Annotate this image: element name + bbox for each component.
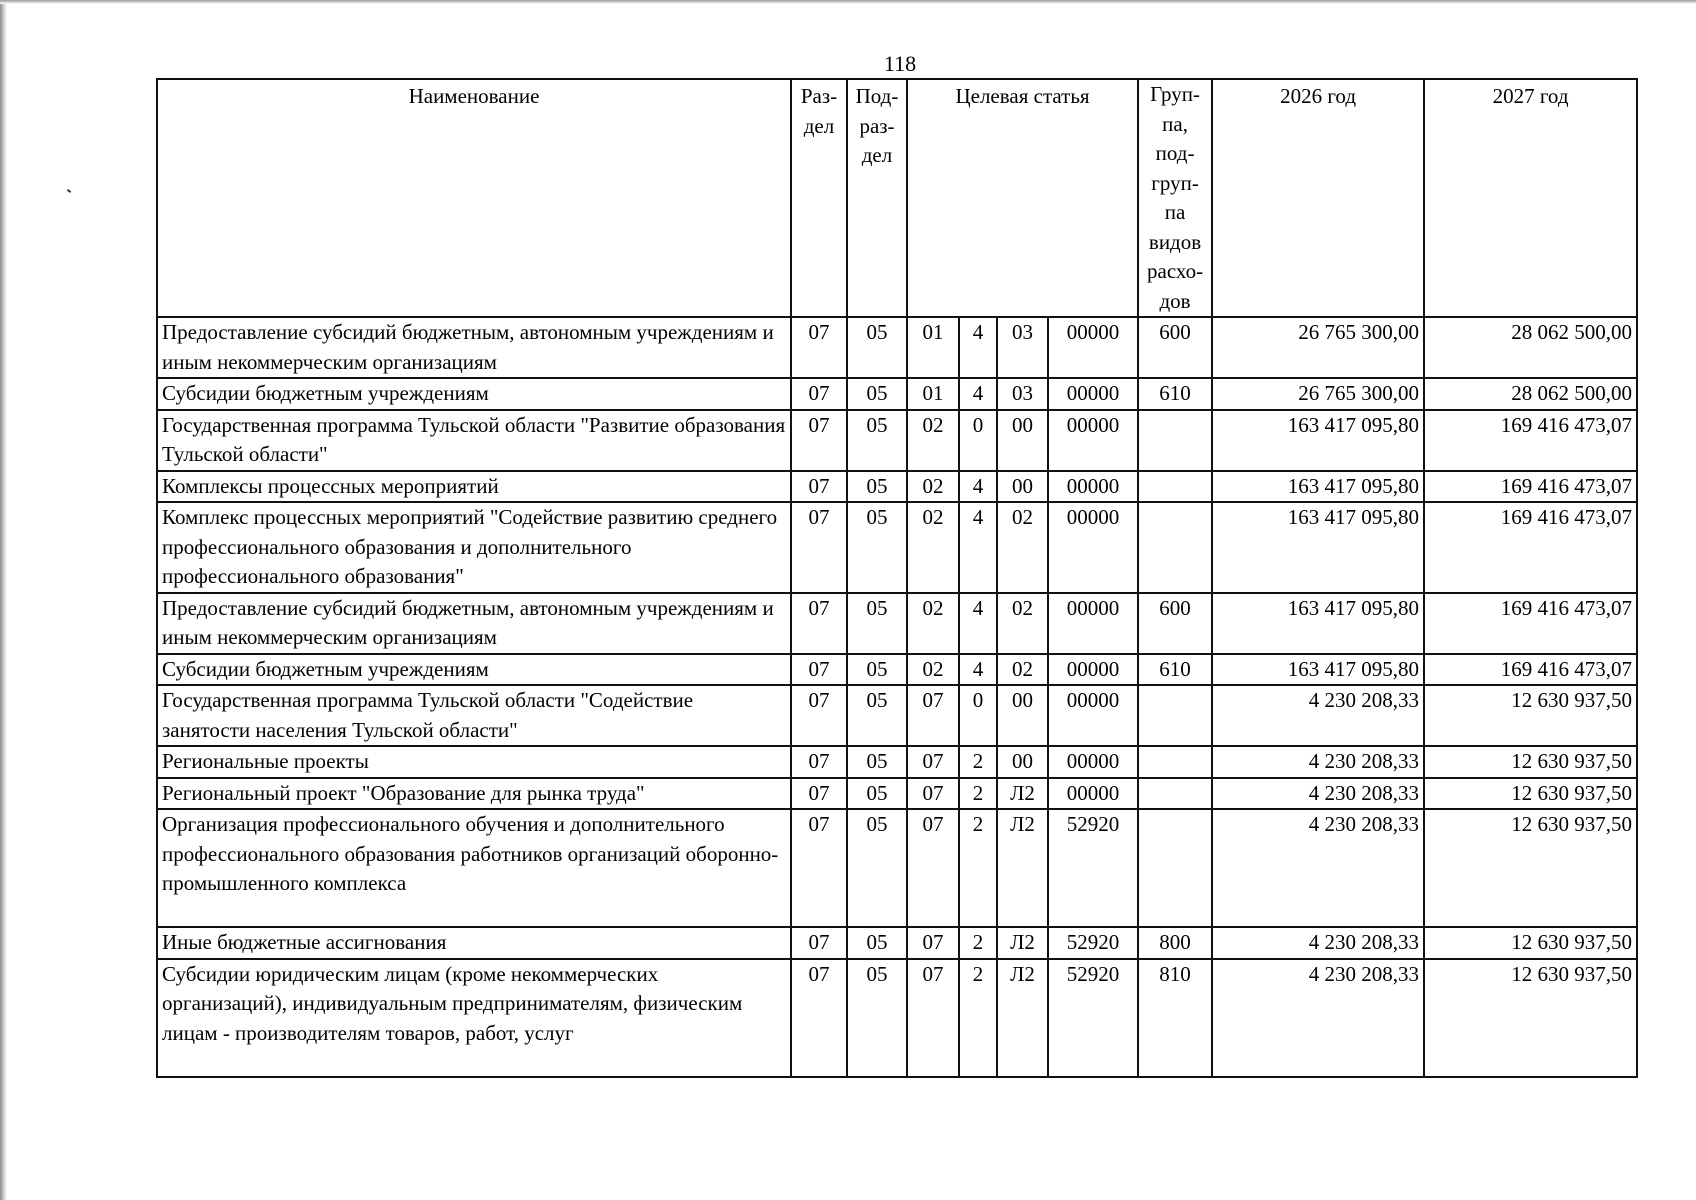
row-target-direction: 52920 bbox=[1048, 927, 1138, 959]
row-amount-2027: 169 416 473,07 bbox=[1424, 410, 1637, 471]
row-name: Субсидии юридическим лицам (кроме некоммерческих организаций), индивидуальным предпринимателям, физическим лицам - производителям товаров, работ, услуг bbox=[157, 959, 791, 1077]
row-target-direction: 00000 bbox=[1048, 685, 1138, 746]
row-amount-2027: 28 062 500,00 bbox=[1424, 317, 1637, 378]
row-target-direction: 00000 bbox=[1048, 746, 1138, 778]
row-target-program: 02 bbox=[907, 593, 959, 654]
row-expense-group: 600 bbox=[1138, 593, 1212, 654]
row-amount-2027: 12 630 937,50 bbox=[1424, 746, 1637, 778]
row-target-event: 00 bbox=[997, 746, 1048, 778]
row-expense-group: 800 bbox=[1138, 927, 1212, 959]
row-name: Организация профессионального обучения и дополнительного профессионального образования работников организаций оборонно-промышленного комплекса bbox=[157, 809, 791, 927]
table-row bbox=[157, 685, 1637, 746]
row-target-type: 4 bbox=[959, 654, 997, 686]
table-row bbox=[157, 410, 1637, 471]
row-section: 07 bbox=[791, 809, 847, 927]
row-amount-2026: 163 417 095,80 bbox=[1212, 502, 1424, 593]
row-subsection: 05 bbox=[847, 502, 907, 593]
row-amount-2027: 12 630 937,50 bbox=[1424, 959, 1637, 1077]
row-name: Предоставление субсидий бюджетным, автономным учреждениям и иным некоммерческим организациям bbox=[157, 593, 791, 654]
row-target-event: 02 bbox=[997, 593, 1048, 654]
header-year-2027: 2027 год bbox=[1424, 79, 1637, 317]
budget-table bbox=[156, 78, 1638, 1078]
row-subsection: 05 bbox=[847, 778, 907, 810]
page-number: 118 bbox=[883, 51, 917, 76]
row-amount-2026: 4 230 208,33 bbox=[1212, 746, 1424, 778]
row-name: Комплексы процессных мероприятий bbox=[157, 471, 791, 503]
row-section: 07 bbox=[791, 378, 847, 410]
row-target-type: 4 bbox=[959, 471, 997, 503]
row-section: 07 bbox=[791, 502, 847, 593]
row-target-type: 2 bbox=[959, 778, 997, 810]
header-name: Наименование bbox=[157, 79, 791, 317]
row-subsection: 05 bbox=[847, 378, 907, 410]
row-target-type: 2 bbox=[959, 809, 997, 927]
row-target-event: 02 bbox=[997, 654, 1048, 686]
table-row bbox=[157, 317, 1637, 378]
row-subsection: 05 bbox=[847, 593, 907, 654]
row-section: 07 bbox=[791, 471, 847, 503]
row-expense-group bbox=[1138, 410, 1212, 471]
row-subsection: 05 bbox=[847, 654, 907, 686]
table-row bbox=[157, 959, 1637, 1077]
row-target-program: 07 bbox=[907, 927, 959, 959]
table-row bbox=[157, 746, 1637, 778]
row-name: Региональный проект "Образование для рынка труда" bbox=[157, 778, 791, 810]
scan-edge-top bbox=[0, 0, 1696, 4]
row-name: Комплекс процессных мероприятий "Содействие развитию среднего профессионального образования и дополнительного профессионального образования" bbox=[157, 502, 791, 593]
row-target-event: Л2 bbox=[997, 927, 1048, 959]
row-target-type: 2 bbox=[959, 927, 997, 959]
row-target-program: 07 bbox=[907, 809, 959, 927]
row-section: 07 bbox=[791, 593, 847, 654]
row-amount-2026: 4 230 208,33 bbox=[1212, 685, 1424, 746]
header-expense-group bbox=[1138, 79, 1212, 317]
row-target-event: 00 bbox=[997, 471, 1048, 503]
row-target-direction: 00000 bbox=[1048, 654, 1138, 686]
row-section: 07 bbox=[791, 746, 847, 778]
row-target-program: 02 bbox=[907, 654, 959, 686]
row-amount-2026: 26 765 300,00 bbox=[1212, 378, 1424, 410]
row-amount-2027: 12 630 937,50 bbox=[1424, 778, 1637, 810]
row-subsection: 05 bbox=[847, 927, 907, 959]
row-name: Предоставление субсидий бюджетным, автономным учреждениям и иным некоммерческим организациям bbox=[157, 317, 791, 378]
row-target-event: 00 bbox=[997, 685, 1048, 746]
row-name: Государственная программа Тульской области "Развитие образования Тульской области" bbox=[157, 410, 791, 471]
row-expense-group: 600 bbox=[1138, 317, 1212, 378]
row-section: 07 bbox=[791, 654, 847, 686]
row-target-direction: 00000 bbox=[1048, 410, 1138, 471]
row-amount-2027: 12 630 937,50 bbox=[1424, 685, 1637, 746]
table-row bbox=[157, 471, 1637, 503]
row-subsection: 05 bbox=[847, 471, 907, 503]
header-subsection bbox=[847, 79, 907, 317]
row-section: 07 bbox=[791, 927, 847, 959]
row-target-direction: 00000 bbox=[1048, 593, 1138, 654]
row-target-type: 2 bbox=[959, 746, 997, 778]
row-target-program: 01 bbox=[907, 317, 959, 378]
table-row bbox=[157, 502, 1637, 593]
row-target-direction: 00000 bbox=[1048, 471, 1138, 503]
row-name: Иные бюджетные ассигнования bbox=[157, 927, 791, 959]
row-amount-2026: 163 417 095,80 bbox=[1212, 410, 1424, 471]
header-expense-group-text: Груп- па, под- груп- па видов расхо- дов bbox=[1147, 82, 1204, 313]
row-target-event: Л2 bbox=[997, 959, 1048, 1077]
row-target-event: 03 bbox=[997, 317, 1048, 378]
row-amount-2026: 26 765 300,00 bbox=[1212, 317, 1424, 378]
row-amount-2026: 4 230 208,33 bbox=[1212, 959, 1424, 1077]
row-expense-group bbox=[1138, 746, 1212, 778]
row-amount-2026: 4 230 208,33 bbox=[1212, 927, 1424, 959]
row-expense-group bbox=[1138, 502, 1212, 593]
row-amount-2027: 28 062 500,00 bbox=[1424, 378, 1637, 410]
row-amount-2027: 12 630 937,50 bbox=[1424, 927, 1637, 959]
row-subsection: 05 bbox=[847, 809, 907, 927]
row-amount-2026: 4 230 208,33 bbox=[1212, 809, 1424, 927]
header-section bbox=[791, 79, 847, 317]
row-target-type: 0 bbox=[959, 685, 997, 746]
table-row bbox=[157, 654, 1637, 686]
row-subsection: 05 bbox=[847, 685, 907, 746]
table-body bbox=[157, 317, 1637, 1077]
table-row bbox=[157, 778, 1637, 810]
row-name: Субсидии бюджетным учреждениям bbox=[157, 378, 791, 410]
row-expense-group bbox=[1138, 778, 1212, 810]
row-expense-group bbox=[1138, 809, 1212, 927]
row-amount-2027: 169 416 473,07 bbox=[1424, 593, 1637, 654]
row-target-event: 02 bbox=[997, 502, 1048, 593]
row-target-type: 0 bbox=[959, 410, 997, 471]
row-target-program: 02 bbox=[907, 410, 959, 471]
row-subsection: 05 bbox=[847, 410, 907, 471]
row-target-type: 4 bbox=[959, 378, 997, 410]
row-target-event: 00 bbox=[997, 410, 1048, 471]
header-year-2026: 2026 год bbox=[1212, 79, 1424, 317]
table-row bbox=[157, 593, 1637, 654]
header-subsection-text: Под- раз- дел bbox=[855, 84, 899, 167]
row-expense-group bbox=[1138, 471, 1212, 503]
row-amount-2026: 163 417 095,80 bbox=[1212, 471, 1424, 503]
row-expense-group bbox=[1138, 685, 1212, 746]
row-section: 07 bbox=[791, 959, 847, 1077]
row-amount-2027: 12 630 937,50 bbox=[1424, 809, 1637, 927]
scan-edge-left bbox=[0, 0, 7, 1200]
row-section: 07 bbox=[791, 685, 847, 746]
row-target-program: 01 bbox=[907, 378, 959, 410]
row-amount-2027: 169 416 473,07 bbox=[1424, 471, 1637, 503]
row-target-type: 2 bbox=[959, 959, 997, 1077]
table-row bbox=[157, 809, 1637, 927]
header-target-article: Целевая статья bbox=[907, 79, 1138, 317]
row-target-program: 07 bbox=[907, 746, 959, 778]
row-target-direction: 00000 bbox=[1048, 778, 1138, 810]
row-subsection: 05 bbox=[847, 317, 907, 378]
row-target-direction: 52920 bbox=[1048, 809, 1138, 927]
row-target-event: Л2 bbox=[997, 778, 1048, 810]
table-row bbox=[157, 927, 1637, 959]
row-subsection: 05 bbox=[847, 746, 907, 778]
row-target-program: 02 bbox=[907, 471, 959, 503]
row-target-direction: 52920 bbox=[1048, 959, 1138, 1077]
table-row bbox=[157, 378, 1637, 410]
row-target-direction: 00000 bbox=[1048, 502, 1138, 593]
row-name: Региональные проекты bbox=[157, 746, 791, 778]
row-subsection: 05 bbox=[847, 959, 907, 1077]
row-target-type: 4 bbox=[959, 317, 997, 378]
row-expense-group: 610 bbox=[1138, 654, 1212, 686]
row-section: 07 bbox=[791, 778, 847, 810]
row-name: Государственная программа Тульской области "Содействие занятости населения Тульской области" bbox=[157, 685, 791, 746]
row-target-direction: 00000 bbox=[1048, 317, 1138, 378]
row-expense-group: 810 bbox=[1138, 959, 1212, 1077]
row-target-event: 03 bbox=[997, 378, 1048, 410]
header-section-text: Раз- дел bbox=[800, 84, 838, 138]
row-amount-2026: 4 230 208,33 bbox=[1212, 778, 1424, 810]
scan-speck bbox=[67, 189, 71, 193]
row-expense-group: 610 bbox=[1138, 378, 1212, 410]
row-section: 07 bbox=[791, 410, 847, 471]
table-header-row bbox=[157, 79, 1637, 317]
row-target-program: 07 bbox=[907, 778, 959, 810]
row-target-program: 07 bbox=[907, 685, 959, 746]
row-name: Субсидии бюджетным учреждениям bbox=[157, 654, 791, 686]
row-amount-2027: 169 416 473,07 bbox=[1424, 502, 1637, 593]
row-target-type: 4 bbox=[959, 593, 997, 654]
row-target-program: 02 bbox=[907, 502, 959, 593]
row-target-type: 4 bbox=[959, 502, 997, 593]
row-amount-2027: 169 416 473,07 bbox=[1424, 654, 1637, 686]
row-target-program: 07 bbox=[907, 959, 959, 1077]
row-amount-2026: 163 417 095,80 bbox=[1212, 654, 1424, 686]
row-target-direction: 00000 bbox=[1048, 378, 1138, 410]
row-amount-2026: 163 417 095,80 bbox=[1212, 593, 1424, 654]
row-target-event: Л2 bbox=[997, 809, 1048, 927]
row-section: 07 bbox=[791, 317, 847, 378]
